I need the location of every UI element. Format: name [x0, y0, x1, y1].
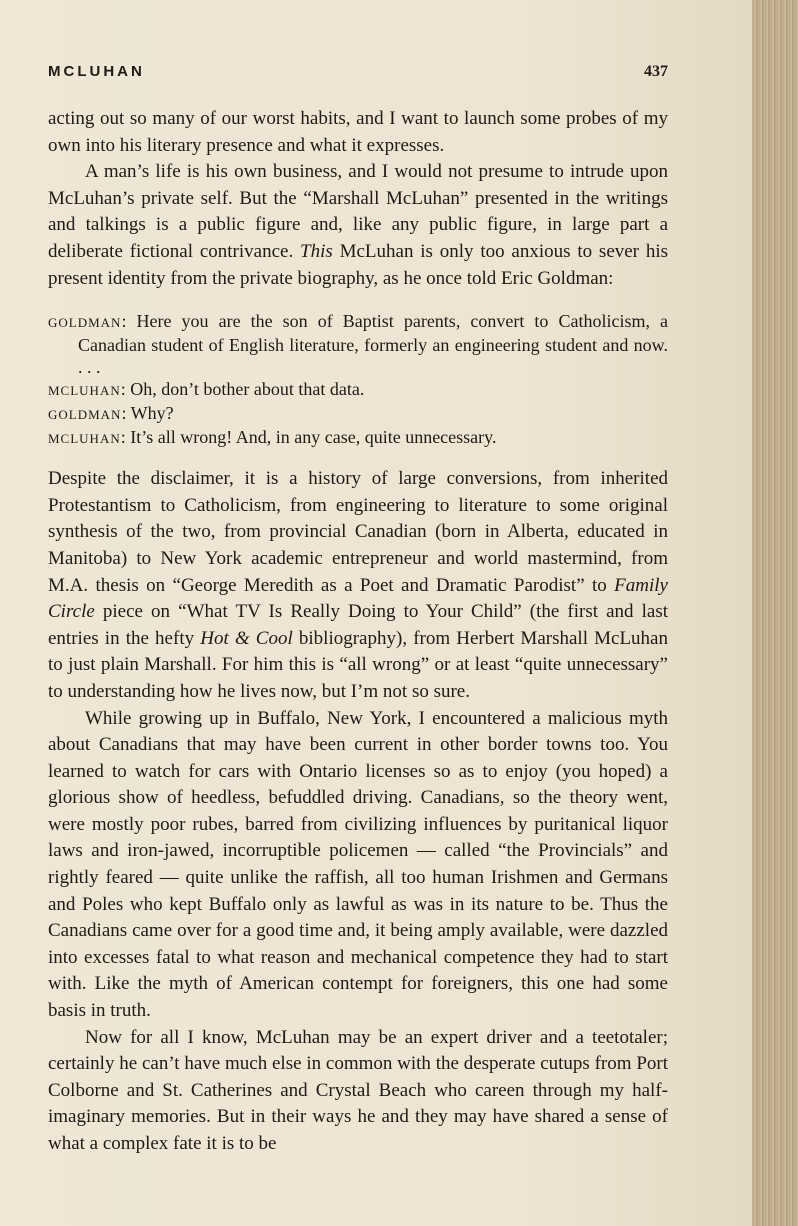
- dialogue-line: Here you are the son of Baptist parents, convert to Catholicism, a Canadian student of English literature, formerly an engineering student and now. . . .: [78, 311, 668, 378]
- dialogue-line: Oh, don’t bother about that data.: [130, 379, 365, 400]
- text-segment: acting out so many of our worst habits, and I want to launch some probes of my own into his literary presence and what it expresses.: [48, 108, 668, 156]
- paragraph-2: [48, 159, 668, 292]
- dialogue-turn: GOLDMAN: Why?: [48, 403, 174, 424]
- body-text: [48, 106, 668, 1158]
- speaker-name: GOLDMAN: [48, 315, 122, 331]
- paragraph-1: [48, 106, 668, 159]
- italic-emphasis: This: [300, 240, 333, 262]
- paragraph-4: [48, 706, 668, 1025]
- text-segment: bibliography), from Herbert Marshall McLuhan to just plain Marshall. For him this is “all wrong” or at least “quite unnecessary” to understanding how he lives now, but I’m not so sure.: [48, 627, 668, 702]
- italic-title: Family Circle: [48, 574, 668, 623]
- dialogue-turn: MCLUHAN: It’s all wrong! And, in any case, quite unnecessary.: [48, 427, 497, 448]
- dialogue-line: It’s all wrong! And, in any case, quite unnecessary.: [130, 427, 497, 448]
- italic-title: Hot & Cool: [200, 627, 293, 649]
- running-head: [48, 63, 668, 81]
- page-edges: [752, 0, 798, 1226]
- page-number: 437: [644, 63, 668, 80]
- text-segment: piece on “What TV Is Really Doing to Your Child” (the first and last entries in the hefty: [48, 601, 668, 649]
- text-segment: McLuhan is only too anxious to sever his present identity from the private biography, as he once told Eric Goldman:: [48, 240, 668, 289]
- dialogue-line: Why?: [130, 403, 174, 424]
- running-head-title: MCLUHAN: [48, 63, 145, 80]
- dialogue-turn: GOLDMAN: Here you are the son of Baptist parents, convert to Catholicism, a Canadian student of English literature, formerly an engineering student and now. . . .: [48, 311, 668, 378]
- interview-excerpt: [48, 310, 668, 450]
- paragraph-3: [48, 466, 668, 705]
- text-segment: A man’s life is his own business, and I would not presume to intrude upon McLuhan’s private self. But the “Marshall McLuhan” presented in the writings and talkings is a public figure and, like any public figure, in large part a deliberate fictional contrivance.: [48, 161, 668, 262]
- text-segment: Despite the disclaimer, it is a history of large conversions, from inherited Protestantism to Catholicism, from engineering to literature to some original synthesis of the two, from provincial Canadian (born in Alberta, educated in Manitoba) to New York academic entrepreneur and world mastermind, from M.A. thesis on “George Meredith as a Poet and Dramatic Parodist” to: [48, 468, 668, 596]
- text-segment: Now for all I know, McLuhan may be an expert driver and a teetotaler; certainly he can’t have much else in common with the desperate cutups from Port Colborne and St. Catherines and Crystal Beach who careen through my half-imaginary memories. But in their ways he and they may have shared a sense of what a complex fate it is to be: [48, 1026, 668, 1154]
- speaker-name: MCLUHAN: [48, 431, 121, 447]
- text-segment: While growing up in Buffalo, New York, I encountered a malicious myth about Canadians that may have been current in other border towns too. You learned to watch for cars with Ontario licenses so as to enjoy (you hoped) a glorious show of heedless, befuddled driving. Canadians, so the theory went, were mostly poor rubes, barred from civilizing influences by puritanical liquor laws and iron-jawed, incorruptible policemen — called “the Provincials” and rightly feared — quite unlike the raffish, all too human Irishmen and Germans and Poles who kept Buffalo only as lawful as was in its nature to be. Thus the Canadians came over for a good time and, it being amply available, were dazzled into excesses fatal to what reason and mechanical competence they had to start with. Like the myth of American contempt for foreigners, this one had some basis in truth.: [48, 707, 668, 1022]
- paragraph-5: [48, 1025, 668, 1158]
- dialogue-turn: MCLUHAN: Oh, don’t bother about that data.: [48, 379, 365, 400]
- speaker-name: GOLDMAN: [48, 407, 122, 423]
- speaker-name: MCLUHAN: [48, 383, 121, 399]
